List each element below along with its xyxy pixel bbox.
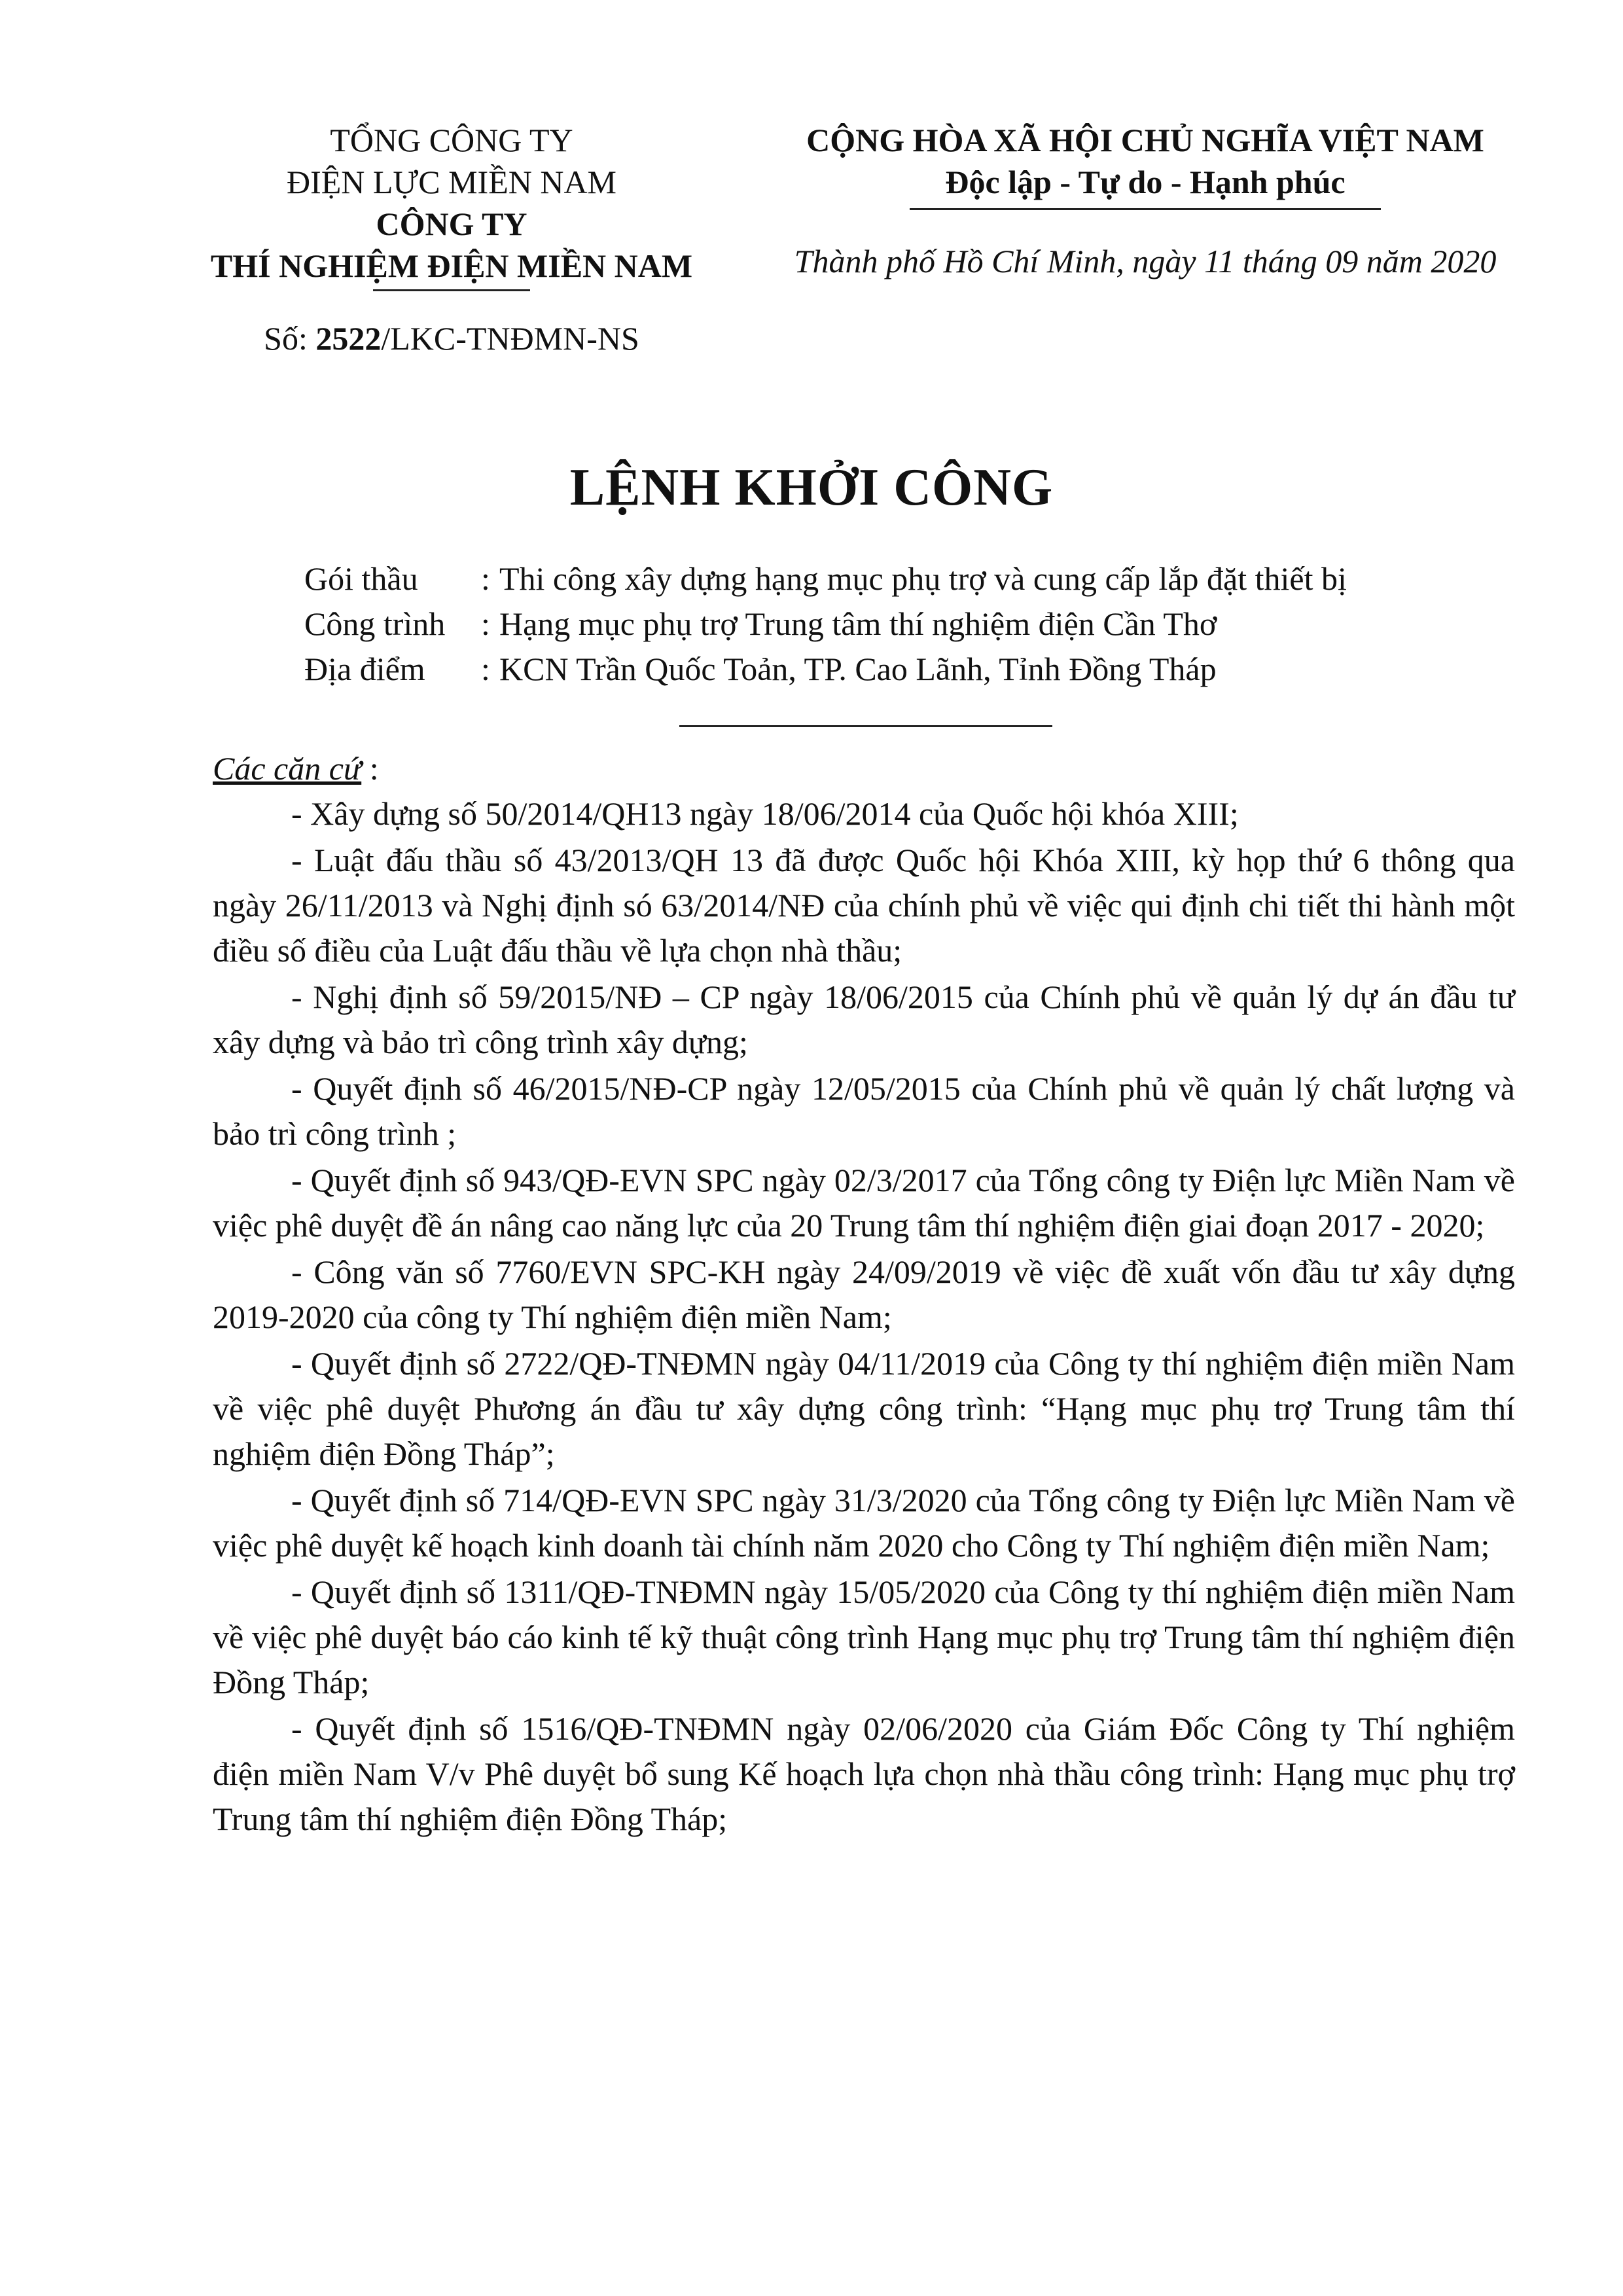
basis-item: - Quyết định số 2722/QĐ-TNĐMN ngày 04/11/2019 của Công ty thí nghiệm điện miền Nam về việc phê duyệt Phương án đầu tư xây dựng công trình: “Hạng mục phụ trợ Trung tâm thí nghiệm điện Đồng Tháp”; xyxy=(213,1345,1515,1472)
info-row-location xyxy=(304,647,1347,692)
basis-item: - Quyết định số 1516/QĐ-TNĐMN ngày 02/06/2020 của Giám Đốc Công ty Thí nghiệm điện miền Nam V/v Phê duyệt bổ sung Kế hoạch lựa chọn nhà thầu công trình: Hạng mục phụ trợ Trung tâm thí nghiệm điện Đồng Tháp; xyxy=(213,1710,1515,1837)
info-row-project xyxy=(304,601,1347,647)
basis-heading-line: Các căn cứ : xyxy=(213,750,379,787)
nation-name: CỘNG HÒA XÃ HỘI CHỦ NGHĨA VIỆT NAM xyxy=(806,122,1484,158)
info-value: KCN Trần Quốc Toản, TP. Cao Lãnh, Tỉnh Đồng Tháp xyxy=(499,651,1217,687)
basis-item: - Xây dựng số 50/2014/QH13 ngày 18/06/2014 của Quốc hội khóa XIII; xyxy=(291,795,1239,832)
issuer-block xyxy=(157,119,746,359)
company-line1: CÔNG TY xyxy=(376,206,527,242)
info-value: Thi công xây dựng hạng mục phụ trợ và cung cấp lắp đặt thiết bị xyxy=(499,560,1347,597)
document-title: LỆNH KHỞI CÔNG xyxy=(569,459,1054,516)
info-value: Hạng mục phụ trợ Trung tâm thí nghiệm điện Cần Thơ xyxy=(499,605,1217,642)
info-separator: : xyxy=(481,560,490,597)
basis-item: - Công văn số 7760/EVN SPC-KH ngày 24/09/2019 về việc đề xuất vốn đầu tư xây dựng 2019-2020 của công ty Thí nghiệm điện miền Nam; xyxy=(213,1253,1515,1335)
info-separator: : xyxy=(481,651,490,687)
parent-org-line2: ĐIỆN LỰC MIỀN NAM xyxy=(286,164,617,200)
issuer-underline xyxy=(373,289,530,291)
basis-item: - Quyết định số 943/QĐ-EVN SPC ngày 02/3/2017 của Tổng công ty Điện lực Miền Nam về việc phê duyệt đề án nâng cao năng lực của 20 Trung tâm thí nghiệm điện giai đoạn 2017 - 2020; xyxy=(213,1162,1515,1244)
motto-underline xyxy=(910,208,1381,210)
info-label: Địa điểm xyxy=(304,651,425,687)
basis-item: - Nghị định số 59/2015/NĐ – CP ngày 18/06/2015 của Chính phủ về quản lý dự án đầu tư xây dựng và bảo trì công trình xây dựng; xyxy=(213,978,1515,1060)
basis-item: - Luật đấu thầu số 43/2013/QH 13 đã được Quốc hội Khóa XIII, kỳ họp thứ 6 thông qua ngày 26/11/2013 và Nghị định só 63/2014/NĐ của chính phủ về việc qui định chi tiết thi hành một điều số điều của Luật đấu thầu về lựa chọn nhà thầu; xyxy=(213,842,1515,969)
info-label: Gói thầu xyxy=(304,560,418,597)
company-line2: THÍ NGHIỆM ĐIỆN MIỀN NAM xyxy=(210,247,693,284)
project-info xyxy=(304,556,1347,692)
basis-item: - Quyết định số 1311/QĐ-TNĐMN ngày 15/05/2020 của Công ty thí nghiệm điện miền Nam về việc phê duyệt báo cáo kinh tế kỹ thuật công trình Hạng mục phụ trợ Trung tâm thí nghiệm điện Đồng Tháp; xyxy=(213,1573,1515,1700)
basis-section xyxy=(213,746,1515,1843)
info-label: Công trình xyxy=(304,605,446,642)
doc-number-value: 2522 xyxy=(315,320,382,357)
national-header xyxy=(759,119,1531,282)
basis-heading: Các căn cứ xyxy=(213,750,362,787)
national-motto: Độc lập - Tự do - Hạnh phúc xyxy=(945,164,1346,200)
doc-number: Số: 2522/LKC-TNĐMN-NS xyxy=(264,320,639,357)
parent-org-line1: TỔNG CÔNG TY xyxy=(330,122,573,158)
basis-item: - Quyết định số 46/2015/NĐ-CP ngày 12/05/2015 của Chính phủ về quản lý chất lượng và bảo trì công trình ; xyxy=(213,1070,1515,1152)
info-separator: : xyxy=(481,605,490,642)
info-divider xyxy=(679,725,1052,727)
place-date: Thành phố Hồ Chí Minh, ngày 11 tháng 09 năm 2020 xyxy=(794,243,1497,279)
basis-item: - Quyết định số 714/QĐ-EVN SPC ngày 31/3/2020 của Tổng công ty Điện lực Miền Nam về việc phê duyệt kế hoạch kinh doanh tài chính năm 2020 cho Công ty Thí nghiệm điện miền Nam; xyxy=(213,1482,1515,1564)
info-row-package xyxy=(304,556,1347,601)
